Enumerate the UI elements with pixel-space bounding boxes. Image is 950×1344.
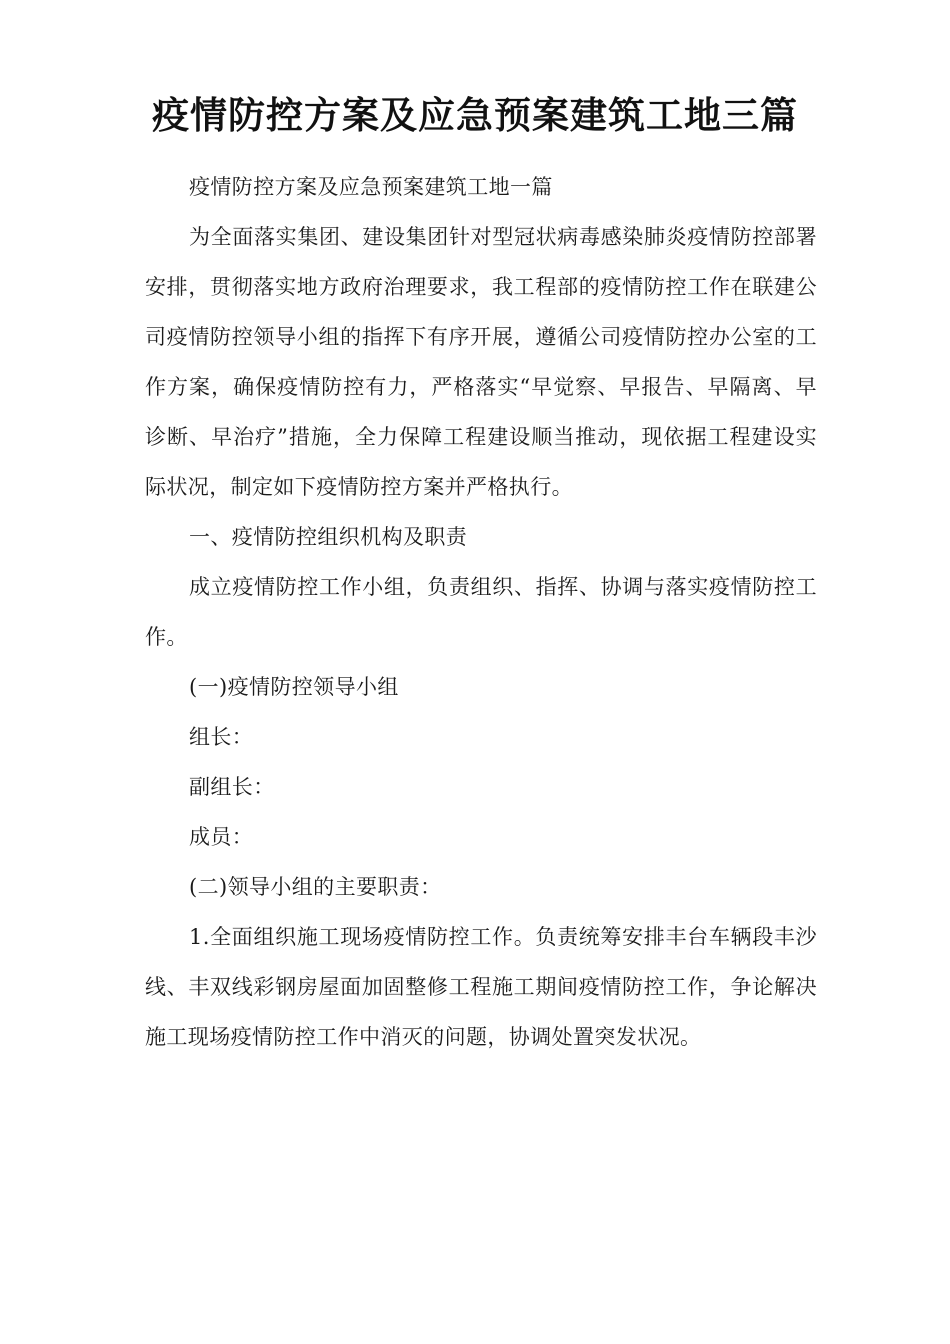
- subsection-heading: (二)领导小组的主要职责：: [189, 875, 442, 899]
- document-title: 疫情防控方案及应急预案建筑工地三篇: [152, 94, 798, 137]
- intro-paragraph: 为全面落实集团、建设集团针对型冠状病毒感染肺炎疫情防控部署安排，贯彻落实地方政府治理要求，我工程部的疫情防控工作在联建公司疫情防控领导小组的指挥下有序开展，遵循公司疫情防控办公室的工作方案，确保疫情防控有力，严格落实“早觉察、早报告、早隔离、早诊断、早治疗”措施，全力保障工程建设顺当推动，现依据工程建设实际状况，制定如下疫情防控方案并严格执行。: [145, 225, 817, 499]
- section-subtitle: 疫情防控方案及应急预案建筑工地一篇: [189, 175, 553, 199]
- deputy-leader-line: 副组长：: [189, 775, 275, 799]
- members-line: 成员：: [189, 825, 254, 849]
- section-heading: 一、疫情防控组织机构及职责: [189, 525, 468, 549]
- paragraph: 成立疫情防控工作小组，负责组织、指挥、协调与落实疫情防控工作。: [145, 575, 817, 649]
- subsection-heading: (一)疫情防控领导小组: [189, 675, 399, 699]
- document-body: [145, 162, 817, 1062]
- duty-item: 1.全面组织施工现场疫情防控工作。负责统筹安排丰台车辆段丰沙线、丰双线彩钢房屋面加固整修工程施工期间疫情防控工作，争论解决施工现场疫情防控工作中消灭的问题，协调处置突发状况。: [145, 925, 817, 1049]
- leader-line: 组长：: [189, 725, 254, 749]
